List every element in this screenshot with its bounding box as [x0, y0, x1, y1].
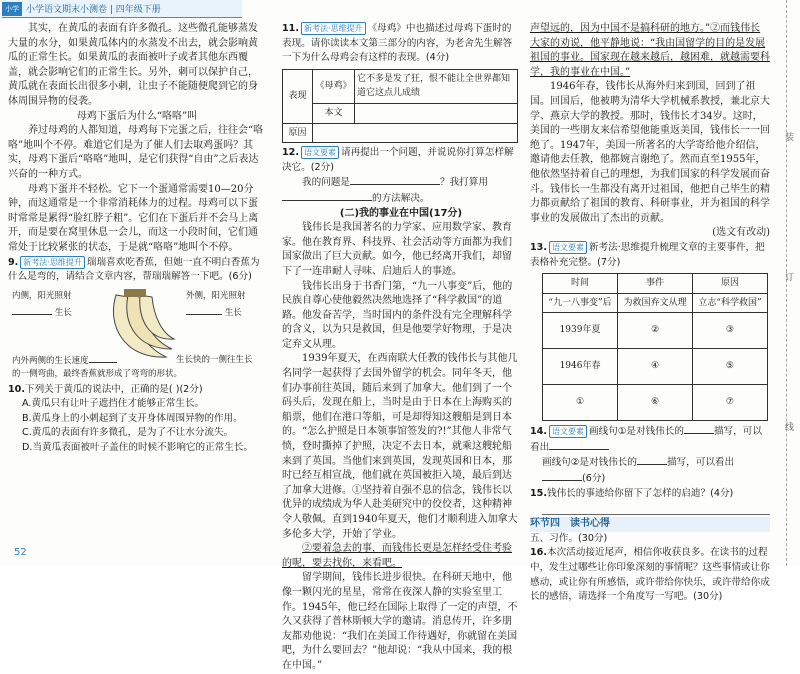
q16-text: 本次活动接近尾声，相信你收获良多。在读书的过程中，发生过哪些让你印象深刻的事情呢？这些事情或让你感动，或让你有所感悟，或许带给你快乐，或许带给你成长的感悟，请选择一个角度写一写吧。(30分) [530, 547, 770, 603]
binding-label-ding: 订 [785, 273, 795, 283]
col3-paragraph-2: 1946年春，钱伟长从海外归来到国，回到了祖国。回国后，他被聘为清华大学机械系教授，兼北京大学、燕京大学的教授。那时，钱伟长才34岁。这时，美国的一些朋友来信希望他能重返美国，钱伟长一一回绝了。1947年，美国一所著名的大学寄给他介绍信，邀请他去任教，他都婉言谢绝了。然而直至1955年，他依然坚持着自己的理想，为我们国家的科学发展而奋斗。钱伟长一生都没有离开过祖国，他把自己毕生的精力都贡献给了祖国的教育、科研事业，并为祖国的科学事业的发展做出了杰出的贡献。 [530, 81, 770, 224]
blank[interactable] [684, 424, 714, 434]
col1-paragraph-1: 其实，在黄瓜的表面有许多微孔。这些微孔能够蒸发大量的水分，如果黄瓜体内的水蒸发不出去，就会影响黄瓜的正常生长。如果黄瓜的表面被叶子或者其他东西覆盖，就会影响它们的正常生长。另外，刺可以保护自己，黄瓜就在表面长出很多小刺，让虫子不能随便爬到它的身体周围异物的侵袭。 [8, 23, 258, 107]
blank[interactable] [350, 175, 440, 185]
q13-tag2: 新考法·思维提升 [589, 241, 660, 253]
q12-tag: 语文要素 [301, 146, 339, 159]
col2-paragraph-1: 钱伟长是我国著名的力学家、应用数学家、教育家。他在教育界、科技界、社会活动等方面都为我们国家做出了巨大贡献。如今，他已经离开我们，却留下了一连串耐人寻味、启迪后人的事迹。 [282, 222, 512, 277]
q11-reason-cell[interactable] [313, 123, 518, 143]
q13-cell-4[interactable]: ④ [618, 349, 693, 385]
section-4-title: 环节四 读书心得 [530, 517, 770, 532]
q14-line1a: 画线句①是对钱伟长的 [589, 426, 684, 438]
blank[interactable] [282, 191, 372, 201]
q12-line1b: ？我打算用 [439, 177, 488, 189]
q10-option-b[interactable]: B.黄瓜身上的小刺起到了支开身体周围异物的作用。 [22, 412, 243, 424]
col2-paragraph-3: 1939年夏天，在西南联大任教的钱伟长与其他几名同学一起获得了去国外留学的机会。同年冬天，他们办事前往英国，随后来到了加拿大。他们到了一个码头后，发现在船上，当时是由于日本在上海购买的船票，他们在港口等船，可是却得知这艘船是到日本的。“怎么护照是日本领事馆签发的?!”其他人非常气愤，登时撕掉了护照，决定不去日本，就乘这艘轮船来到了英国。当他们来到英国，发现英国和日本，那时已经互相宣战，他们就在英国被拒入境，最后到达了加拿大进修。①坚持着自强不息的信念，钱伟长以优异的成绩成为华人赴美研究中的佼佼者，这种精神令人敬佩。直到1940年夏天，他们才顺利进入加拿大多伦多大学，开始了学业。 [282, 353, 518, 540]
q11-book-1: 《母鸡》 [313, 69, 355, 103]
q14-line2a: 画线句②是对钱伟长的 [542, 457, 637, 469]
q14-score: (6分) [582, 473, 606, 485]
question-11 [282, 22, 520, 66]
column-1 [8, 22, 266, 456]
q13-row3-time: 1946年春 [543, 349, 618, 385]
banana-right-growth [186, 305, 242, 321]
q11-row-label-1: 表现 [283, 69, 313, 123]
q14-line2b: 描写，可以看出 [666, 457, 735, 469]
question-13 [530, 241, 770, 270]
q11-desc-1: 它不多是发了狂，恨不能让全世界都知道它这点儿成绩 [355, 69, 518, 103]
bottom-left-text: 内外两侧的生长速度 [12, 355, 89, 366]
column-3 [530, 22, 770, 605]
q11-text: 《母鸡》中也描述过母鸡下蛋时的表现。请你读读本文第三部分的内容，为老舍先生解答一下为什么母鸡会有这样的表现。(4分) [282, 23, 513, 64]
q13-row1-event: 为救国弃文从理 [618, 293, 693, 313]
q12-line2: 的方法解决。 [372, 192, 430, 204]
growth-label-2: 生长 [224, 307, 242, 318]
q13-cell-6[interactable]: ⑥ [618, 385, 693, 421]
binding-labels [781, 0, 800, 566]
blank[interactable] [12, 305, 52, 315]
col1-paragraph-2: 养过母鸡的人都知道，母鸡每下完蛋之后，往往会“咯咯”地叫个不停。难道它们是为了催人们去取鸡蛋吗？其实，母鸡下蛋后“咯咯”地叫，是它们获得“自由”之后表达兴奋的一种方式。 [8, 125, 264, 180]
q13-table [542, 273, 768, 421]
banana-diagram [8, 287, 266, 379]
growth-label-1: 生长 [54, 307, 72, 318]
q13-cell-5[interactable]: ⑤ [692, 349, 767, 385]
q15-answer-lines[interactable] [542, 501, 770, 515]
banana-bottom-tail: 的一侧弯曲，最终香蕉就形成了弯弯的形状。 [12, 368, 183, 379]
q12-line1a: 我的问题是 [302, 177, 350, 189]
q11-answer-cell[interactable] [355, 103, 518, 123]
question-9 [8, 256, 266, 285]
col2-underlined-sentence: ②要着急去的事，而钱伟长更是怎样经受住考验的呢，要去找你，来看吧。 [282, 543, 512, 569]
q9-tag: 新考法·思维提升 [20, 256, 85, 269]
page-number: 52 [14, 547, 27, 558]
q13-row1-reason: 立志“科学救国” [692, 293, 767, 313]
column-2 [282, 22, 520, 674]
col2-paragraph-4: 留学期间，钱伟长进步很快。在科研天地中，他像一颗闪光的星星，常常在夜深人静的实验室里工作。1945年，他已经在国际上取得了一定的声望，不久又获得了普林斯顿大学的邀请。消息传开，许多朋友都劝他说：“我们在美国工作待遇好，你就留在美国吧，为什么要回去？”他却说：“我从中国来，我的根在中国。” [282, 572, 518, 671]
q13-cell-3[interactable]: ③ [692, 313, 767, 349]
q12-line-1 [282, 175, 520, 191]
q13-text: 梳理文章的主要事件，把表格补充完整。(7分) [530, 241, 765, 268]
q11-table [282, 69, 518, 143]
q13-header-event: 事件 [618, 274, 693, 294]
q13-cell-1[interactable]: ① [543, 385, 618, 421]
q10-number: 10. [8, 383, 25, 395]
q11-number: 11. [282, 23, 299, 34]
blank[interactable] [89, 353, 117, 363]
q11-tag: 新考法·思维提升 [301, 22, 366, 35]
q10-option-d[interactable]: D.当黄瓜表面被叶子盖住的时候不影响它的正常生长。 [22, 442, 254, 454]
col3-paragraph-1: 声望远的，因为中国不是搞科研的地方。”②而钱伟长大家的劝说，他平静地说：“我由国留学的目的是发展祖国的事业。国家现在越来越后，越困难，就越需要科学，我的事业在中国。” [530, 23, 770, 78]
blank[interactable] [542, 471, 582, 481]
header [2, 0, 242, 18]
q15-text: 钱伟长的事迹给你留下了怎样的启迪？(4分) [547, 487, 734, 499]
q13-header-reason: 原因 [692, 274, 767, 294]
question-15 [530, 487, 770, 502]
q14-number: 14. [530, 426, 547, 438]
q13-cell-7[interactable]: ⑦ [692, 385, 767, 421]
q12-number: 12. [282, 147, 299, 159]
writing-title: 五、习作。(30分) [530, 532, 608, 544]
q13-tag: 语文要素 [549, 241, 587, 254]
source-note: (选文有改动) [712, 227, 770, 239]
col1-paragraph-3: 母鸡下蛋并不轻松。它下一个蛋通常需要10—20分钟，而这通常是一个非常消耗体力的过程。母鸡可以下蛋时常常是累得“脸红脖子粗”。它们在下蛋后并不会马上离开，而是要在窝里休息一会儿，而这一小段时间，它们通常处于比较紧张的状态，于是就“咯咯”地叫个不停。 [8, 183, 259, 253]
q9-number: 9. [8, 256, 19, 268]
q9-text: 瑞瑞喜欢吃香蕉，但她一直不明白香蕉为什么是弯的，请结合文章内容，帮瑞瑞解答一下吧。(6分) [8, 256, 260, 283]
q13-row2-time: 1939年夏 [543, 313, 618, 349]
blank[interactable] [549, 440, 609, 450]
col1-subtitle: 母鸡下蛋后为什么“咯咯”叫 [76, 110, 198, 122]
binding-label-zhuang: 装 [785, 133, 795, 143]
blank[interactable] [637, 455, 667, 465]
q13-row1-time: “九一八事变”后 [543, 293, 618, 313]
question-16 [530, 546, 770, 604]
q10-option-a[interactable]: A.黄瓜只有让叶子遮挡住才能够正常生长。 [22, 398, 205, 410]
banana-left-top: 内侧，阳光照射 [12, 290, 72, 301]
banana-bottom-right: 生长快的一侧往生长 [176, 354, 253, 365]
banana-left-growth [12, 305, 72, 321]
q14-line-2 [530, 455, 770, 486]
col2-paragraph-2: 钱伟长出身于书香门第，“九一八事变”后，他的民族自尊心使他毅然决然地选择了“科学救国”的道路。他发奋苦学，当时国内的条件没有完全理解科学的含义，以为只是救国，但是他要学好物理，于是决定弃文从理。 [282, 280, 513, 350]
q12-line-2 [282, 191, 520, 207]
binding-label-xian: 线 [785, 423, 795, 433]
q12-text: 请再提出一个问题，并说说你打算怎样解决它。(2分) [282, 147, 514, 173]
question-10 [8, 383, 266, 398]
q15-number: 15. [530, 487, 547, 499]
q14-line1b: 描写，可以看出 [530, 426, 762, 453]
q13-cell-2[interactable]: ② [618, 313, 693, 349]
logo: 小学 [2, 2, 22, 16]
q11-book-2: 本文 [313, 103, 355, 123]
q13-header-time: 时间 [543, 274, 618, 294]
blank[interactable] [186, 305, 222, 315]
section-2-title: (二)我的事业在中国(17分) [339, 207, 463, 219]
banana-right-top: 外侧，阳光照射 [186, 290, 246, 301]
question-14 [530, 424, 770, 455]
q16-number: 16. [530, 547, 547, 559]
q13-number: 13. [530, 241, 547, 253]
q10-text: 下列关于黄瓜的说法中，正确的是( )(2分) [25, 383, 203, 395]
q10-option-c[interactable]: C.黄瓜的表面有许多微孔，是为了不让水分流失。 [22, 427, 234, 439]
q14-tag: 语文要素 [549, 425, 587, 438]
q11-row-label-2: 原因 [283, 123, 313, 143]
question-12 [282, 146, 520, 175]
header-title: 小学语文期末小测卷 | 四年级下册 [26, 5, 161, 15]
